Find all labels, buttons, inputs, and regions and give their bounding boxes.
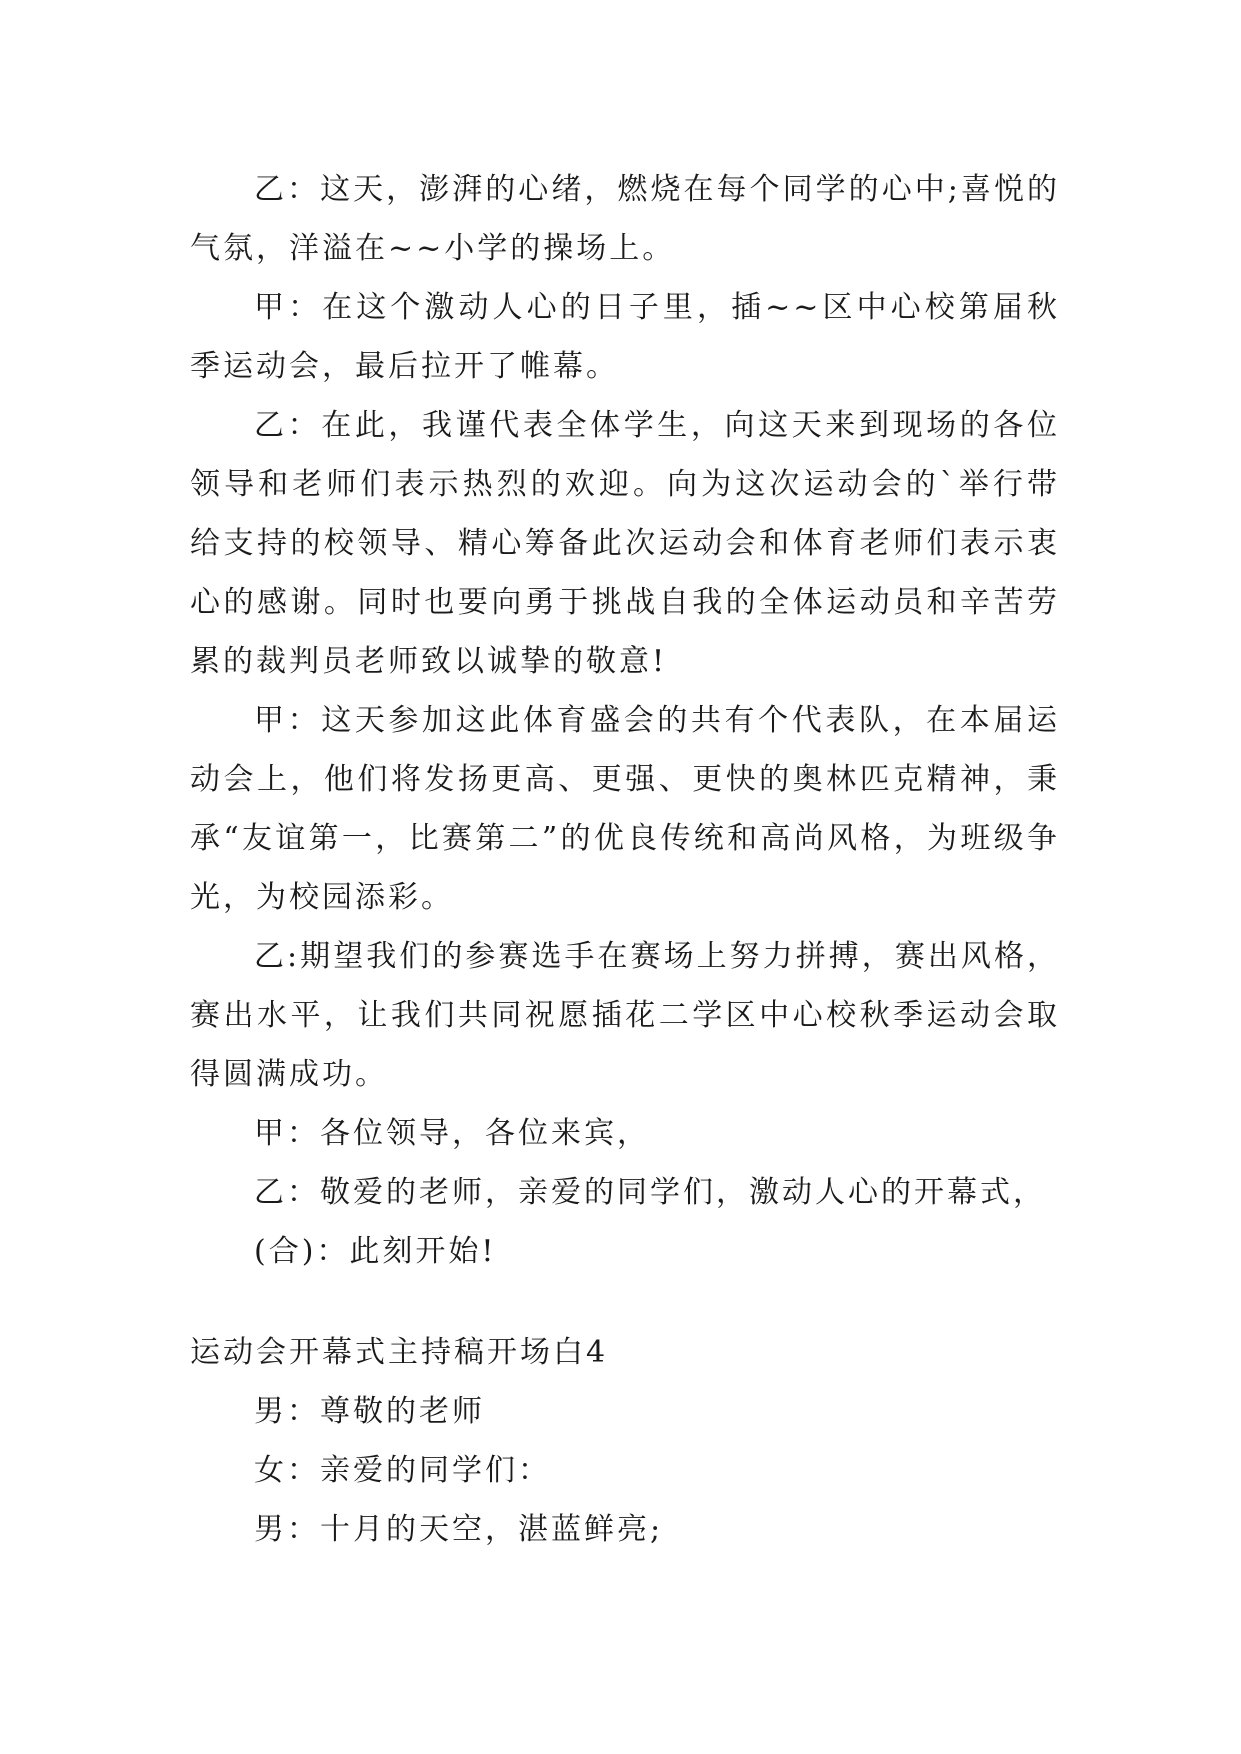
dialogue-paragraph: 甲：各位领导，各位来宾， [254, 1116, 650, 1151]
dialogue-paragraph: 乙：敬爱的老师，亲爱的同学们，激动人心的开幕式， [254, 1175, 1046, 1210]
section-title: 运动会开幕式主持稿开场白4 [190, 1335, 609, 1370]
dialogue-paragraph: 女：亲爱的同学们： [254, 1453, 551, 1488]
dialogue-paragraph: 甲：这天参加这此体育盛会的共有个代表队，在本届运动会上，他们将发扬更高、更强、更快的奥林匹克精神，秉承“友谊第一，比赛第二”的优良传统和高尚风格，为班级争光，为校园添彩。 [190, 703, 1060, 915]
dialogue-paragraph: 男：尊敬的老师 [254, 1394, 485, 1429]
document-body [190, 160, 1060, 1559]
dialogue-paragraph: 甲：在这个激动人心的日子里，插~~区中心校第届秋季运动会，最后拉开了帷幕。 [190, 290, 1060, 384]
dialogue-paragraph: 乙：在此，我谨代表全体学生，向这天来到现场的各位领导和老师们表示热烈的欢迎。向为这次运动会的`举行带给支持的校领导、精心筹备此次运动会和体育老师们表示衷心的感谢。同时也要向勇于挑战自我的全体运动员和辛苦劳累的裁判员老师致以诚挚的敬意! [190, 408, 1060, 679]
dialogue-paragraph: 乙:期望我们的参赛选手在赛场上努力拼搏，赛出风格，赛出水平，让我们共同祝愿插花二学区中心校秋季运动会取得圆满成功。 [190, 939, 1060, 1092]
dialogue-paragraph: (合)：此刻开始! [254, 1234, 497, 1269]
dialogue-paragraph: 男：十月的天空，湛蓝鲜亮; [254, 1512, 664, 1547]
dialogue-paragraph: 乙：这天，澎湃的心绪，燃烧在每个同学的心中;喜悦的气氛，洋溢在~~小学的操场上。 [190, 172, 1060, 266]
